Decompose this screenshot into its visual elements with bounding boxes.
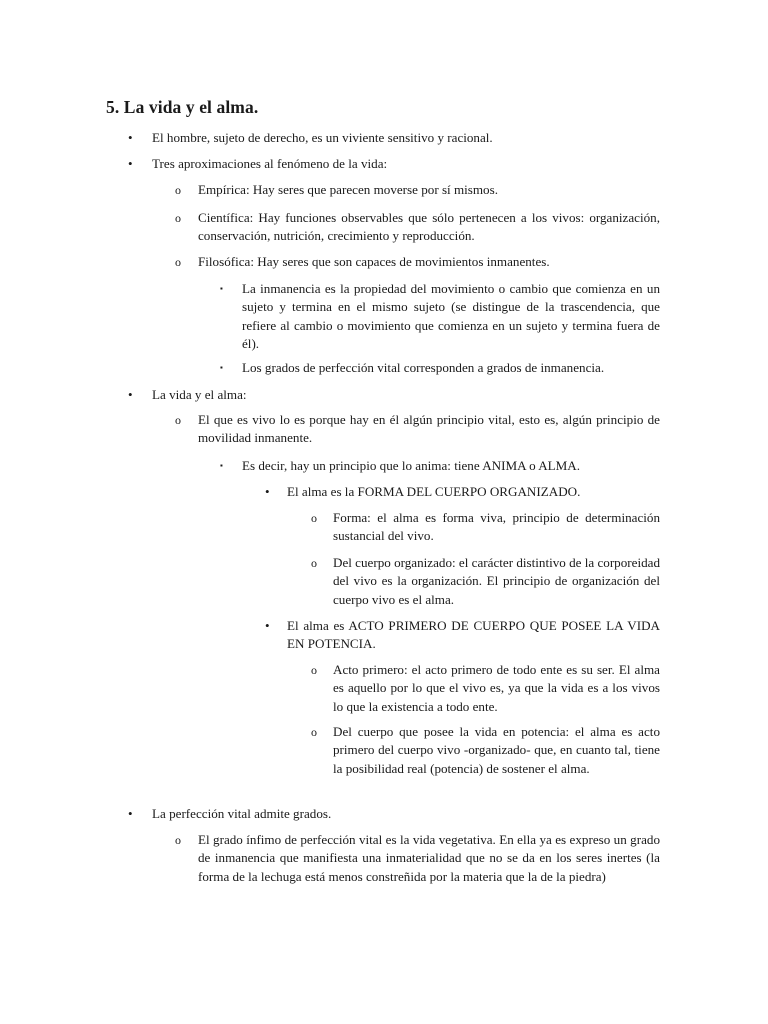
circle-marker: o — [175, 255, 181, 269]
section-heading: 5. La vida y el alma. — [106, 97, 259, 117]
square-marker: ▪ — [220, 363, 223, 372]
circle-marker: o — [175, 211, 181, 225]
list-item: Es decir, hay un principio que lo anima: tiene ANIMA o ALMA. — [242, 458, 581, 473]
list-item: El alma es ACTO PRIMERO DE CUERPO QUE POSEE LA VIDA EN POTENCIA. — [287, 618, 660, 652]
list-item: Tres aproximaciones al fenómeno de la vida: — [152, 156, 388, 171]
list-item: Del cuerpo que posee la vida en potencia: el alma es acto primero del cuerpo vivo -organizado- que, en cuanto tal, tiene la posibilidad real (potencia) de sostener el alma. — [333, 724, 660, 776]
bullet-marker: • — [128, 387, 133, 402]
circle-marker: o — [311, 725, 317, 739]
circle-marker: o — [311, 663, 317, 677]
list-item: Filosófica: Hay seres que son capaces de movimientos inmanentes. — [198, 254, 550, 269]
bullet-marker: • — [128, 130, 133, 145]
bullet-marker: • — [265, 484, 270, 499]
circle-marker: o — [175, 413, 181, 427]
list-item: Los grados de perfección vital corresponden a grados de inmanencia. — [242, 360, 605, 375]
list-item: La inmanencia es la propiedad del movimiento o cambio que comienza en un sujeto y termina en el mismo sujeto (se distingue de la trascendencia, que refiere al cambio o movimiento que comienza en un sujeto y termina fuera de él). — [242, 281, 660, 351]
list-item: La vida y el alma: — [152, 387, 247, 402]
list-item: Forma: el alma es forma viva, principio de determinación sustancial del vivo. — [333, 510, 660, 544]
bullet-marker: • — [128, 156, 133, 171]
list-item: Acto primero: el acto primero de todo ente es su ser. El alma es aquello por lo que el vivo es, ya que la vida es a los vivos lo que la existencia a todo ente. — [333, 662, 660, 714]
list-item: El que es vivo lo es porque hay en él algún principio vital, esto es, algún principio de movilidad inmanente. — [198, 412, 660, 446]
list-item: Del cuerpo organizado: el carácter distintivo de la corporeidad del vivo es la organización. El principio de organización del cuerpo vivo es el alma. — [333, 555, 660, 607]
list-item: El grado ínfimo de perfección vital es la vida vegetativa. En ella ya es expreso un grado de inmanencia que manifiesta una inmaterialidad que no se da en los seres inertes (la forma de la lechuga está menos constreñida por la materia que la de la piedra) — [198, 832, 660, 884]
square-marker: ▪ — [220, 461, 223, 470]
list-item: El alma es la FORMA DEL CUERPO ORGANIZADO. — [287, 484, 581, 499]
list-item: Empírica: Hay seres que parecen moverse por sí mismos. — [198, 182, 498, 197]
circle-marker: o — [311, 556, 317, 570]
bullet-marker: • — [265, 618, 270, 633]
circle-marker: o — [175, 833, 181, 847]
list-item: El hombre, sujeto de derecho, es un viviente sensitivo y racional. — [152, 130, 493, 145]
circle-marker: o — [175, 183, 181, 197]
list-item: La perfección vital admite grados. — [152, 806, 332, 821]
list-item: Científica: Hay funciones observables que sólo pertenecen a los vivos: organización, conservación, nutrición, crecimiento y reproducción. — [198, 210, 660, 244]
circle-marker: o — [311, 511, 317, 525]
square-marker: ▪ — [220, 284, 223, 293]
bullet-marker: • — [128, 806, 133, 821]
